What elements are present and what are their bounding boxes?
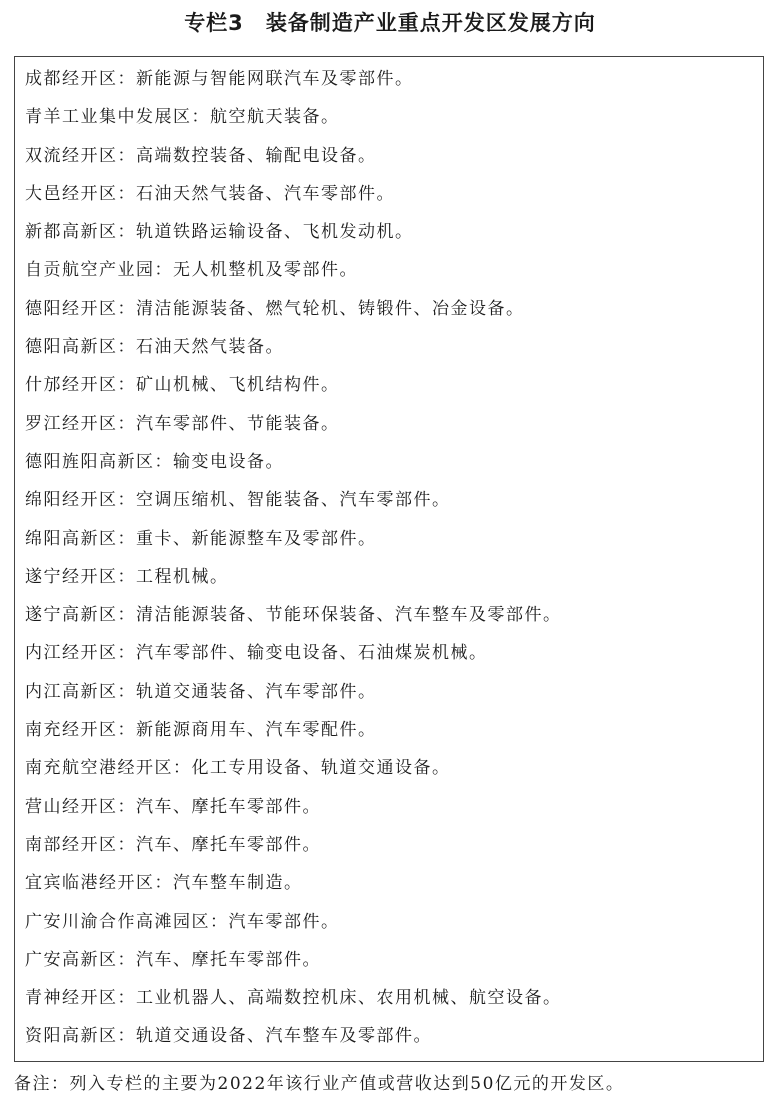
zone-direction: 新能源与智能网联汽车及零部件。 bbox=[136, 69, 414, 89]
zone-name: 德阳经开区 bbox=[25, 298, 118, 319]
list-item bbox=[15, 251, 763, 289]
zone-direction: 工业机器人、高端数控机床、农用机械、航空设备。 bbox=[136, 988, 562, 1009]
zone-direction: 空调压缩机、智能装备、汽车零部件。 bbox=[136, 490, 451, 511]
zone-list bbox=[15, 57, 763, 1056]
list-item bbox=[15, 405, 763, 443]
zone-direction: 汽车、摩托车零部件。 bbox=[136, 949, 321, 970]
separator: ： bbox=[117, 145, 136, 166]
zone-direction: 化工专用设备、轨道交通设备。 bbox=[191, 758, 451, 779]
column-label: 专栏3 bbox=[184, 11, 244, 35]
separator: ： bbox=[154, 873, 173, 894]
zone-name: 营山经开区 bbox=[25, 796, 118, 817]
zone-direction: 汽车零部件。 bbox=[228, 911, 340, 932]
zone-direction: 清洁能源装备、节能环保装备、汽车整车及零部件。 bbox=[136, 605, 562, 626]
separator: ： bbox=[117, 375, 136, 396]
zone-name: 南部经开区 bbox=[25, 834, 118, 855]
zone-name: 南充经开区 bbox=[25, 720, 118, 741]
list-item bbox=[15, 213, 763, 251]
list-item bbox=[15, 328, 763, 366]
separator: ： bbox=[117, 605, 136, 626]
list-item bbox=[15, 826, 763, 864]
separator: ： bbox=[117, 528, 136, 549]
zone-direction: 汽车、摩托车零部件。 bbox=[136, 834, 321, 855]
zone-direction: 输变电设备。 bbox=[173, 451, 284, 472]
separator: ： bbox=[117, 988, 136, 1009]
zone-name: 新都高新区 bbox=[25, 222, 118, 243]
zone-name: 遂宁经开区 bbox=[25, 566, 118, 587]
separator: ： bbox=[117, 298, 136, 319]
zone-direction: 汽车、摩托车零部件。 bbox=[136, 796, 321, 817]
list-item bbox=[15, 443, 763, 481]
separator: ： bbox=[117, 222, 136, 243]
list-item bbox=[15, 941, 763, 979]
separator: ： bbox=[117, 643, 136, 664]
list-item bbox=[15, 558, 763, 596]
list-item bbox=[15, 711, 763, 749]
zone-name: 成都经开区 bbox=[25, 69, 118, 89]
separator: ： bbox=[117, 183, 136, 204]
zone-direction: 无人机整机及零部件。 bbox=[173, 260, 358, 281]
zone-name: 广安高新区 bbox=[25, 949, 118, 970]
list-item bbox=[15, 290, 763, 328]
column-heading: 装备制造产业重点开发区发展方向 bbox=[265, 11, 596, 35]
zone-direction: 航空航天装备。 bbox=[210, 107, 340, 128]
separator: ： bbox=[117, 796, 136, 817]
zone-name: 遂宁高新区 bbox=[25, 605, 118, 626]
zone-name: 什邡经开区 bbox=[25, 375, 118, 396]
list-item bbox=[15, 979, 763, 1017]
zone-direction: 轨道交通装备、汽车零部件。 bbox=[136, 681, 377, 702]
zone-name: 罗江经开区 bbox=[25, 413, 118, 434]
zone-name: 青羊工业集中发展区 bbox=[25, 107, 192, 128]
zone-direction: 重卡、新能源整车及零部件。 bbox=[136, 528, 377, 549]
zone-direction: 汽车零部件、输变电设备、石油煤炭机械。 bbox=[136, 643, 488, 664]
list-item bbox=[15, 1017, 763, 1055]
list-item bbox=[15, 864, 763, 902]
list-item bbox=[15, 481, 763, 519]
zone-name: 宜宾临港经开区 bbox=[25, 873, 155, 894]
separator: ： bbox=[117, 1026, 136, 1047]
column-title bbox=[0, 6, 780, 40]
zone-name: 绵阳经开区 bbox=[25, 490, 118, 511]
zone-name: 绵阳高新区 bbox=[25, 528, 118, 549]
zone-direction: 汽车整车制造。 bbox=[173, 873, 303, 894]
list-item bbox=[15, 634, 763, 672]
separator: ： bbox=[117, 413, 136, 434]
zone-name: 德阳旌阳高新区 bbox=[25, 451, 155, 472]
separator: ： bbox=[173, 758, 192, 779]
zone-direction: 汽车零部件、节能装备。 bbox=[136, 413, 340, 434]
separator: ： bbox=[154, 451, 173, 472]
zone-name: 广安川渝合作高滩园区 bbox=[25, 911, 210, 932]
zone-direction: 新能源商用车、汽车零配件。 bbox=[136, 720, 377, 741]
zone-name: 大邑经开区 bbox=[25, 183, 118, 204]
zone-direction: 清洁能源装备、燃气轮机、铸锻件、冶金设备。 bbox=[136, 298, 525, 319]
zone-direction: 石油天然气装备、汽车零部件。 bbox=[136, 183, 395, 204]
list-item bbox=[15, 520, 763, 558]
zone-direction: 轨道交通设备、汽车整车及零部件。 bbox=[136, 1026, 432, 1047]
separator: ： bbox=[117, 949, 136, 970]
zone-direction: 石油天然气装备。 bbox=[136, 337, 284, 358]
separator: ： bbox=[191, 107, 210, 128]
separator: ： bbox=[117, 834, 136, 855]
list-item bbox=[15, 749, 763, 787]
list-item bbox=[15, 788, 763, 826]
zone-direction: 工程机械。 bbox=[136, 566, 229, 587]
zone-name: 德阳高新区 bbox=[25, 337, 118, 358]
separator: ： bbox=[154, 260, 173, 281]
separator: ： bbox=[117, 337, 136, 358]
list-item bbox=[15, 137, 763, 175]
list-item bbox=[15, 366, 763, 404]
zone-name: 自贡航空产业园 bbox=[25, 260, 155, 281]
separator: ： bbox=[117, 69, 136, 89]
list-item bbox=[15, 673, 763, 711]
separator: ： bbox=[117, 720, 136, 741]
separator: ： bbox=[117, 566, 136, 587]
zone-name: 青神经开区 bbox=[25, 988, 118, 1009]
separator: ： bbox=[117, 681, 136, 702]
zone-name: 资阳高新区 bbox=[25, 1026, 118, 1047]
zone-direction: 矿山机械、飞机结构件。 bbox=[136, 375, 340, 396]
list-item bbox=[15, 175, 763, 213]
zone-list-box bbox=[14, 56, 764, 1062]
list-item bbox=[15, 60, 763, 98]
zone-name: 南充航空港经开区 bbox=[25, 758, 173, 779]
list-item bbox=[15, 596, 763, 634]
zone-direction: 高端数控装备、输配电设备。 bbox=[136, 145, 377, 166]
separator: ： bbox=[117, 490, 136, 511]
list-item bbox=[15, 903, 763, 941]
footnote: 备注：列入专栏的主要为2022年该行业产值或营收达到50亿元的开发区。 bbox=[14, 1074, 625, 1094]
zone-name: 内江经开区 bbox=[25, 643, 118, 664]
zone-name: 内江高新区 bbox=[25, 681, 118, 702]
separator: ： bbox=[210, 911, 229, 932]
zone-name: 双流经开区 bbox=[25, 145, 118, 166]
zone-direction: 轨道铁路运输设备、飞机发动机。 bbox=[136, 222, 414, 243]
list-item bbox=[15, 98, 763, 136]
